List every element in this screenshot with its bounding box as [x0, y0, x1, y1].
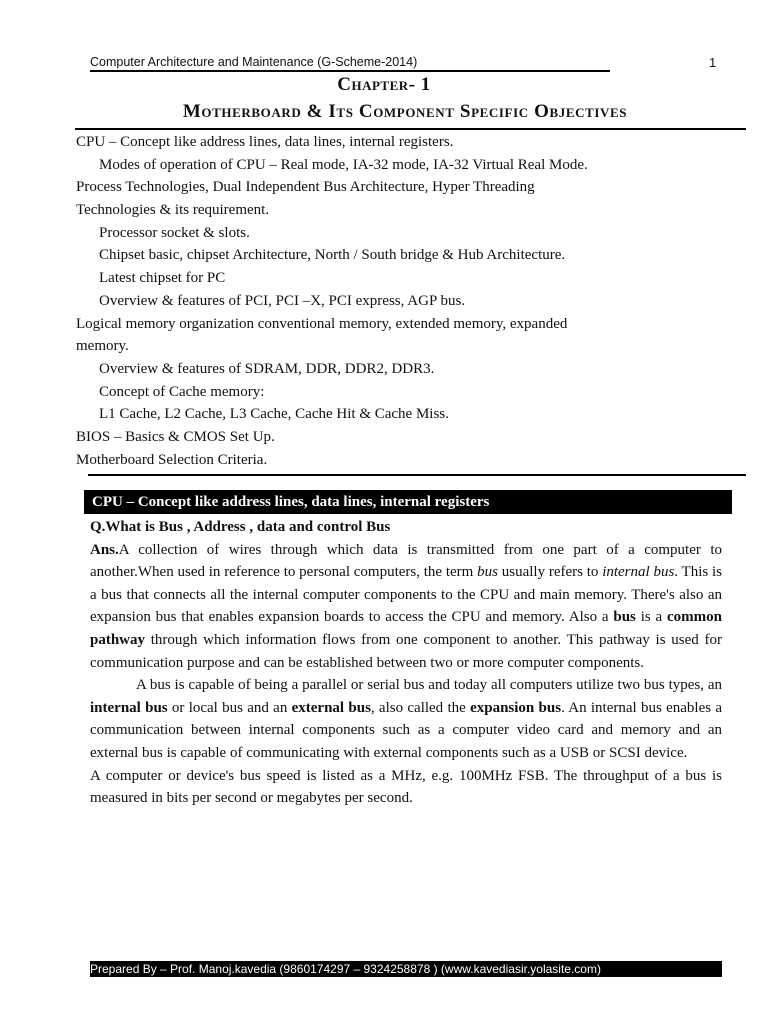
objective-item: Logical memory organization conventional memory, extended memory, expanded	[76, 315, 568, 332]
question: Q.What is Bus , Address , data and control Bus	[90, 519, 391, 535]
footer: Prepared By – Prof. Manoj.kavedia (9860174297 – 9324258878 ) (www.kavediasir.yolasite.com)	[90, 961, 722, 977]
objective-item: Process Technologies, Dual Independent Bus Architecture, Hyper Threading	[76, 179, 535, 196]
objective-item: Motherboard Selection Criteria.	[76, 451, 268, 468]
objective-item: BIOS – Basics & CMOS Set Up.	[76, 428, 275, 445]
objective-item: Modes of operation of CPU – Real mode, IA-32 mode, IA-32 Virtual Real Mode.	[99, 156, 588, 173]
answer-paragraph-2: A bus is capable of being a parallel or serial bus and today all computers utilize two bus types, an internal bus or local bus and an external bus, also called the expansion bus. An internal bus enables a communication between internal components such as a computer video card and memory and an external bus is capable of communicating with external components such as a USB or SCSI device.	[90, 677, 723, 761]
objective-item: Overview & features of PCI, PCI –X, PCI express, AGP bus.	[99, 292, 466, 309]
objective-item: CPU – Concept like address lines, data lines, internal registers.	[76, 134, 454, 150]
objective-item: L1 Cache, L2 Cache, L3 Cache, Cache Hit & Cache Miss.	[99, 406, 449, 423]
top-divider	[75, 128, 746, 130]
running-header	[90, 55, 610, 72]
course-title: Computer Architecture and Maintenance (G-Scheme-2014)	[90, 55, 418, 69]
section-content	[90, 516, 722, 810]
section-divider	[88, 474, 746, 476]
objective-item: Concept of Cache memory:	[99, 383, 265, 400]
objective-item: memory.	[76, 338, 129, 355]
objective-item: Technologies & its requirement.	[76, 202, 270, 219]
answer-label: Ans.	[90, 541, 119, 558]
chapter-label: Chapter- 1	[337, 74, 431, 95]
objectives-list	[76, 131, 746, 471]
section-heading: CPU – Concept like address lines, data lines, internal registers	[84, 490, 732, 514]
page-number: 1	[709, 55, 717, 70]
objective-item: Overview & features of SDRAM, DDR, DDR2, DDR3.	[99, 360, 435, 377]
answer-paragraph-1: Ans.A collection of wires through which data is transmitted from one part of a computer to another.When used in reference to personal computers, the term bus usually refers to internal bus. This is a bus that connects all the internal computer components to the CPU and main memory. There's also an expansion bus that enables expansion boards to access the CPU and memory. Also a bus is a common pathway through which information flows from one component to another. This pathway is used for communication purpose and can be established between two or more computer components.	[90, 541, 722, 671]
answer-paragraph-3: A computer or device's bus speed is listed as a MHz, e.g. 100MHz FSB. The throughput of a bus is measured in bits per second or megabytes per second.	[90, 767, 722, 807]
objective-item: Processor socket & slots.	[99, 224, 250, 241]
chapter-title: Motherboard & Its Component Specific Objectives	[182, 101, 628, 122]
objective-item: Latest chipset for PC	[99, 270, 226, 287]
objective-item: Chipset basic, chipset Architecture, North / South bridge & Hub Architecture.	[99, 247, 566, 264]
